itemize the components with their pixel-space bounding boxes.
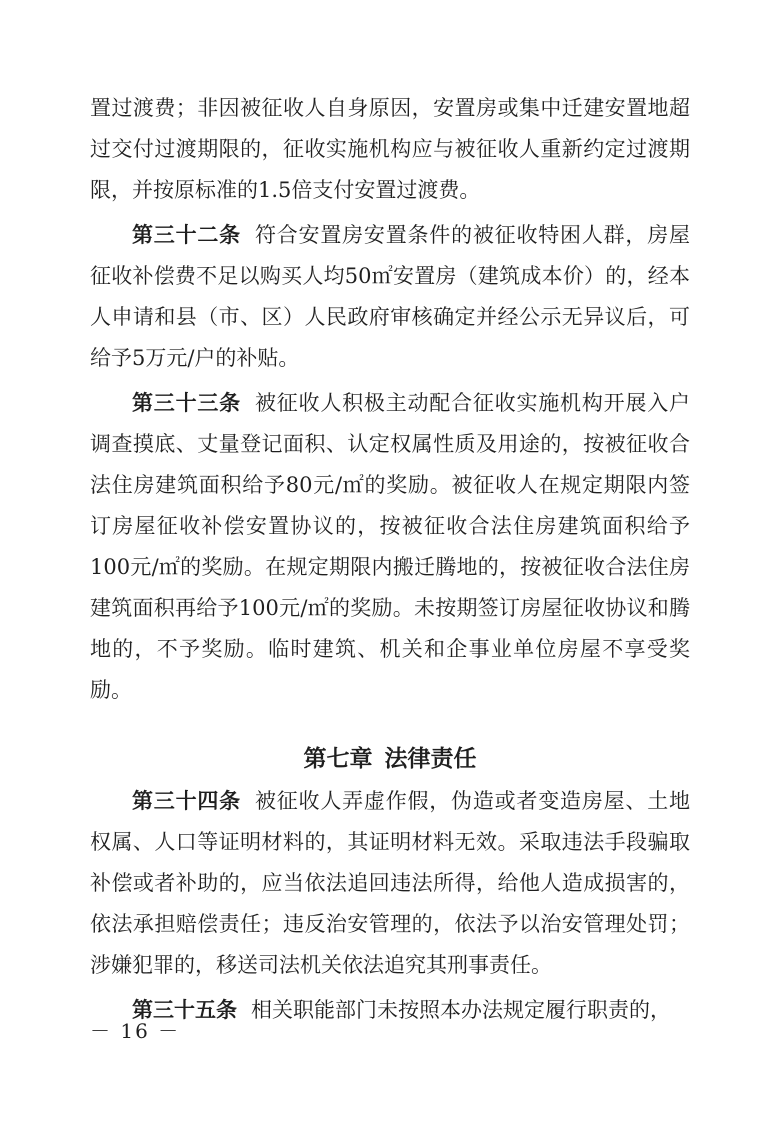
article-label: 第三十五条 xyxy=(132,998,237,1022)
paragraph-text: 置过渡费；非因被征收人自身原因，安置房或集中迁建安置地超过交付过渡期限的，征收实施机构应与被征收人重新约定过渡期限，并按原标准的1.5倍支付安置过渡费。 xyxy=(90,96,690,202)
chapter-title: 法律责任 xyxy=(384,746,477,772)
article-text: 被征收人弄虚作假，伪造或者变造房屋、土地权属、人口等证明材料的，其证明材料无效。采取违法手段骗取补偿或者补助的，应当依法追回违法所得，给他人造成损害的，依法承担赔偿责任；违反治安管理的，依法予以治安管理处罚；涉嫌犯罪的，移送司法机关依法追究其刑事责任。 xyxy=(90,789,691,977)
document-body xyxy=(90,88,690,1031)
article-33 xyxy=(90,383,690,711)
article-label: 第三十二条 xyxy=(132,223,241,247)
page-number: － 16 － xyxy=(90,1019,181,1043)
paragraph-transition-fee xyxy=(90,88,690,211)
chapter-number: 第七章 xyxy=(303,746,373,772)
article-text: 符合安置房安置条件的被征收特困人群，房屋征收补偿费不足以购买人均50㎡安置房（建筑成本价）的，经本人申请和县（市、区）人民政府审核确定并经公示无异议后，可给予5万元/户的补贴。 xyxy=(90,223,691,370)
article-32 xyxy=(90,215,690,379)
article-label: 第三十四条 xyxy=(132,789,241,813)
article-label: 第三十三条 xyxy=(132,391,241,415)
chapter-heading xyxy=(90,739,690,779)
article-text: 被征收人积极主动配合征收实施机构开展入户调查摸底、丈量登记面积、认定权属性质及用途的，按被征收合法住房建筑面积给予80元/㎡的奖励。被征收人在规定期限内签订房屋征收补偿安置协议的，按被征收合法住房建筑面积给予100元/㎡的奖励。在规定期限内搬迁腾地的，按被征收合法住房建筑面积再给予100元/㎡的奖励。未按期签订房屋征收协议和腾地的，不予奖励。临时建筑、机关和企事业单位房屋不享受奖励。 xyxy=(90,391,691,702)
article-text: 相关职能部门未按照本办法规定履行职责的， xyxy=(251,998,671,1022)
article-34 xyxy=(90,781,690,986)
